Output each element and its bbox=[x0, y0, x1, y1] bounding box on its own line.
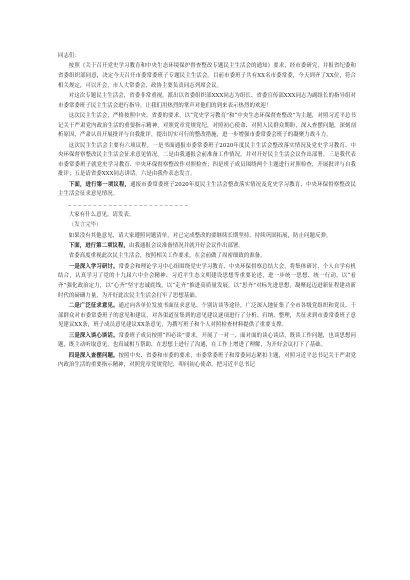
point-talks-lead: 三是深入谈心谈话。 bbox=[68, 332, 119, 339]
point-problems-text: 按照中央、省委和市委的要求，市委常委班子和常委同志紧扣主题，对照习近平总书记关于严肃党内政治生活的重要指示精神，对照党章党规党纪，叩问初心使命。把习近平总书记 bbox=[58, 352, 356, 369]
agenda-two-text: 由我通报会议准备情况并就开好会议作出部署。 bbox=[128, 243, 244, 250]
paragraph-notice: 按照《关于召开党史学习教育和中央生态环境保护督查整改专题民主生活会的通知》要求，经市委研究，并报省纪委和省委组织部同意，决定今天召开市委常委班子专题民主生活会。目前市委班子共有XX名市委常委，今天到齐了XX位，符合相关规定，可以开会，市人大常委会、政协主要负责同志列席会议。 bbox=[58, 63, 356, 89]
point-problems-lead: 四是深入查摆问题。 bbox=[68, 352, 119, 359]
point-study-lead: 一是深入学习研讨。 bbox=[68, 263, 119, 270]
point-study-text: 常委会和理论学习中心组围绕党史学习教育、中央环保督察总结大会，将集体研讨、个人自学有机结合，认真学习了党的十九届六中全会精神、习近平生态文明建设思想等重要论述，进一步统一思想、统一行动，以“看齐”强化政治定力，以“心齐”坚守忠诚底线，以“走齐”推进高质量发展，以“思齐”对标先进思想，凝聚起迈进新征程建功新时代的磅礴力量，为开好此次民主生活会打牢了思想基础。 bbox=[58, 263, 356, 299]
agenda-two-paragraph bbox=[58, 242, 356, 252]
document-body bbox=[58, 52, 356, 372]
paragraph-agenda-overview: 这次民主生活会主要有六项议程。一是书面通报市委常委班子2020年度民主生活会整改落实情况及党史学习教育、中央环保督察整改民主生活会征求意见情况。二是由我通报会前准备工作情况，并对开好民主生活会议作出部署。三是我代表市委常委班子就党史学习教育、中央环保督察整改作对照检查；四是班子成员围绕两个主题进行对照检查，开展批评与自我批评；五是请省委XXX同志讲话。六是由我作表态发言。 bbox=[58, 142, 356, 178]
rectification-instruction: 如果没有其他意见，请大家遵照问题清单，对已完成整改的要继续长期坚持、持续巩固拓展，防止问题反弹。 bbox=[68, 232, 332, 239]
agenda-two-lead: 下面，进行第二项议程， bbox=[68, 243, 129, 250]
point-opinions bbox=[58, 302, 356, 331]
salutation: 同志们： bbox=[58, 53, 80, 59]
point-opinions-text: 通过向各单位发放书面征求意见、个别访谈等途径，广泛深入地征集了全市各级党组织和党员、干部群众对市委常委班子的意见和建议，对各渠道征集到的意见建议逐项进行了分析、归纳、整理，共征求到市委常委班子意见建议XX条，班子成员意见建议XX条意见，为撰写班子和个人对照检查材料提供了重要支撑。 bbox=[58, 303, 356, 329]
paragraph-guidance-group: 对这次专题民主生活会，省委非常重视，派出以省委组织部XXX同志为组长、省委宣传部XXX同志为副组长的指导组对市委常委班子民主生活会进行指导。让我们用热烈的掌声对他们的到来表示热烈的欢迎！ bbox=[58, 92, 356, 109]
speech-finished-note: （发言完毕） bbox=[68, 222, 102, 229]
agenda-one-lead: 下面，进行第一项议程， bbox=[68, 181, 131, 188]
section-separator bbox=[68, 205, 188, 206]
point-talks bbox=[58, 332, 356, 351]
paragraph-requirements: 这次民主生活会，严格按照中央、省委的要求，以“党史学习教育”和“中央生态环保督查整改”为主题，对照习近平总书记关于严肃党内政治生活的重要指示精神，对照党章党规党纪，对照初心使命、对照人民群众期盼，深入查摆问题，深刻剖析原因，严肃认真开展批评与自我批评，提出切实可行的整改措施，进一步增强市委常委会班子的凝聚力战斗力。 bbox=[58, 112, 356, 139]
point-talks-text: 常委班子成员按照“四必谈”要求，开展了一对一、面对面的谈心谈话，既谈工作问题，也谈思想问题，既主动听取意见，也真诚相互帮助，在思想上进行了沟通，在工作上增进了理解，为开好会议打下了基础。 bbox=[58, 332, 356, 349]
point-study bbox=[58, 263, 356, 301]
prep-intro: 省委高度重视此次民主生活会，按照相关工作要求，在会前做了周密细致的准备。 bbox=[68, 253, 266, 260]
point-problems bbox=[58, 352, 356, 371]
agenda-one-paragraph bbox=[58, 181, 356, 200]
agenda-one-text: 通报市委常委班子2020年度民主生活会整改落实情况及党史学习教育、中央环保督察整改民主生活会征求意见情况。 bbox=[58, 181, 356, 198]
invite-comments: 大家有什么意见，请发表。 bbox=[68, 211, 135, 218]
point-opinions-lead: 二是广泛征求意见。 bbox=[68, 303, 119, 310]
